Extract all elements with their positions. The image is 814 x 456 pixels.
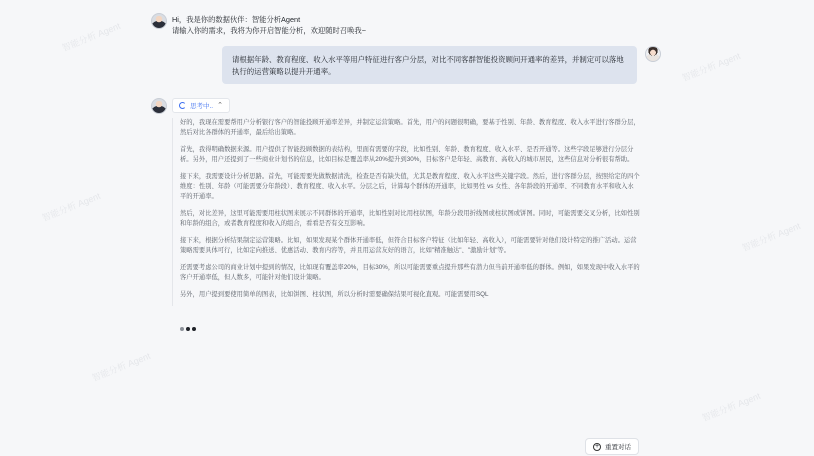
user-message-bubble: 请根据年龄、教育程度、收入水平等用户特征进行客户分层，对比不同客群智能投资顾问开通率的差异，并制定可以落地执行的运营策略以提升开通率。 (222, 46, 637, 84)
reset-button-label: 重置对话 (605, 444, 631, 451)
thinking-paragraph: 然后，对比差异，这里可能需要用柱状图来展示不同群体的开通率，比如性别对比用柱状图，年龄分段用折线图或柱状图或饼图。同时，可能需要交叉分析，比如性别和年龄的组合，或者教育程度和收入的组合，看看是否有交互影响。 (180, 209, 640, 228)
agent-avatar (151, 13, 167, 29)
thinking-paragraph: 接下来，我需要设计分析思路。首先，可能需要先做数据清洗，检查是否有缺失值，尤其是教育程度、收入水平这些关键字段。然后，进行客群分层，按照给定的四个维度：性别、年龄（可能需要分年龄段）、教育程度、收入水平。分层之后，计算每个群体的开通率，比如男性 vs 女性、各年龄段的开通率、不同教育水平和收入水平的开通率。 (180, 172, 640, 201)
watermark: 智能分析 Agent (740, 220, 802, 254)
chevron-up-icon: ⌃ (217, 102, 223, 109)
reset-conversation-button[interactable] (585, 438, 639, 455)
greeting-title: Hi，我是你的数据伙伴：智能分析Agent (172, 15, 301, 24)
thinking-paragraph: 首先，我得明确数据来源。用户提供了智能投顾数据的表结构，里面有需要的字段，比如性别、年龄、教育程度、收入水平、是否开通等。这些字段足够进行分层分析。另外，用户还提到了一些商业计划书的信息，比如目标是覆盖率从20%提升到30%，目标客户是年轻、高教育、高收入的城市居民，这些信息对分析很有帮助。 (180, 145, 634, 164)
agent-greeting (172, 14, 366, 36)
watermark: 智能分析 Agent (700, 390, 762, 424)
thinking-paragraph: 还需要考虑公司的商业计划中提到的情况，比如现有覆盖率20%，目标30%，所以可能需要重点提升那些有潜力但当前开通率低的群体。例如，如果发现中收入水平的客户开通率低，但人数多，可能针对他们设计策略。 (180, 263, 640, 281)
thinking-paragraph: 好的，我现在需要帮用户分析银行客户的智能投顾开通率差异，并制定运营策略。首先，用户的问题很明确，要基于性别、年龄、教育程度、收入水平进行客群分层，然后对比各群体的开通率，最后给出策略。 (180, 119, 640, 137)
watermark: 智能分析 Agent (90, 350, 152, 384)
loading-spinner-icon (179, 102, 186, 109)
thinking-paragraph: 接下来，根据分析结果制定运营策略。比如，如果发现某个群体开通率低，但符合目标客户特征（比如年轻、高收入），可能需要针对他们设计特定的推广活动。运营策略需要具体可行，比如定向推送、优惠活动、教育内容等，并且用运营友好的语言，比如"精准触达"、"激励计划"等。 (180, 236, 637, 255)
user-avatar (645, 46, 661, 62)
thinking-status-label: 思考中.. (190, 103, 214, 110)
watermark: 智能分析 Agent (680, 50, 742, 84)
watermark: 智能分析 Agent (60, 20, 122, 54)
plus-circle-icon: + (594, 442, 600, 450)
typing-dot (192, 327, 196, 331)
typing-dot (180, 327, 184, 331)
agent-avatar (151, 98, 167, 114)
thinking-status-toggle[interactable] (172, 98, 230, 113)
thinking-content (172, 118, 640, 306)
typing-indicator (180, 327, 196, 331)
thinking-paragraph: 另外，用户提到要使用简单的图表，比如饼图、柱状图，所以分析时需要确保结果可视化直观。可能需要用SQL (180, 290, 489, 298)
watermark: 智能分析 Agent (40, 190, 102, 224)
greeting-subtitle: 请输入你的需求，我将为你开启智能分析，欢迎随时召唤我~ (172, 26, 366, 35)
typing-dot (186, 327, 190, 331)
